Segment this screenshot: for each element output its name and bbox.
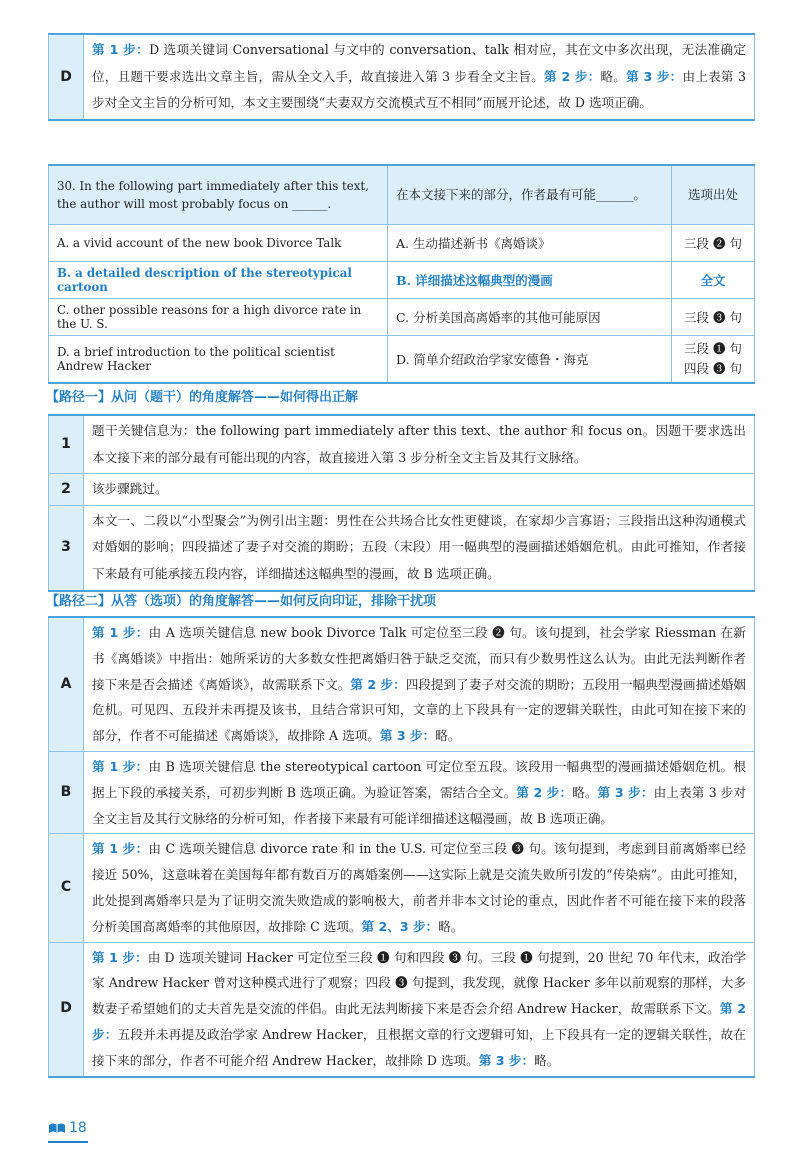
text-segment: 四段提到了妻子对交流的期盼；五段用一幅典型漫画描述婚姻危机。可见四、五段并未再提及该书，且结合常识可知，文章的上下段具有一定的逻辑关联性，由此可知在接下来的部分，作者不可能描述《离婚谈》，故排除 A 选项。 — [92, 676, 746, 744]
step-marker: 第 3 步： — [379, 728, 436, 744]
table-row — [49, 225, 755, 262]
option-en: B. a detailed description of the stereotypical cartoon — [49, 262, 388, 299]
text-segment: 略。 — [435, 728, 461, 744]
option-row — [49, 942, 755, 1076]
text-segment: 由 B 选项关键信息 the stereotypical cartoon 可定位至五段。该段用一幅典型的漫画描述婚姻危机。根据上下段的承接关系，可初步判断 B 选项正确。为验证答案，需结合全文。 — [92, 758, 746, 800]
question-table — [48, 164, 755, 384]
book-icon — [48, 1121, 66, 1135]
option-source: 全文 — [672, 262, 755, 299]
step-label: 1 — [49, 415, 84, 474]
table-header-row — [49, 165, 755, 225]
text-segment: 略。 — [438, 918, 464, 934]
option-source: 三段 ❶ 句 四段 ❸ 句 — [672, 336, 755, 384]
table-row — [49, 262, 755, 299]
step-text: 本文一、二段以“小型聚会”为例引出主题：男性在公共场合比女性更健谈，在家却少言寡语；三段指出这种沟通模式对婚姻的影响；四段描述了妻子对交流的期盼；五段（末段）用一幅典型的漫画描述婚姻危机。由此可推知，作者接下来最有可能承接五段内容，详细描述这幅典型的漫画，故 B 选项正确。 — [84, 505, 755, 590]
text-segment: 由上表第 3 步对全文主旨的分析可知，本文主要围绕“夫妻双方交流模式互不相同”而展开论述，故 D 选项正确。 — [92, 68, 746, 111]
page-number: 18 — [69, 1120, 87, 1136]
step-marker: 第 2、3 步： — [361, 918, 439, 934]
step-row — [49, 474, 755, 506]
step-text: 题干关键信息为：the following part immediately after this text、the author 和 focus on。因题干要求选出本文接下来的部分最有可能出现的内容，故直接进入第 3 步分析全文主旨及其行文脉络。 — [84, 415, 755, 474]
path2-table — [48, 616, 755, 1078]
step-label: 3 — [49, 505, 84, 590]
step-marker: 第 1 步： — [92, 949, 148, 965]
path1-title: 【路径一】从问（题干）的角度解答——如何得出正解 — [46, 390, 359, 405]
step-marker: 第 1 步： — [92, 841, 149, 857]
option-label: A — [49, 617, 84, 751]
option-label: D — [49, 942, 84, 1076]
option-zh: B. 详细描述这幅典型的漫画 — [388, 262, 672, 299]
source-header: 选项出处 — [672, 165, 755, 225]
option-analysis — [84, 617, 755, 751]
text-segment: 由 A 选项关键信息 new book Divorce Talk 可定位至三段 ❷ 句。该句提到，社会学家 Riessman 在新书《离婚谈》中指出：她所采访的大多数女性把离婚归咎于缺乏交流，而只有少数男性这么认为。由此无法判断作者接下来是否会描述《离婚谈》，故需联系下文。 — [92, 625, 746, 692]
text-segment: D 选项关键词 Conversational 与文中的 conversation、talk 相对应，其在文中多次出现，无法准确定位，且题干要求选出文章主旨，需从全文入手，故直接进入第 3 步看全文主旨。 — [92, 42, 746, 84]
option-en: C. other possible reasons for a high divorce rate in the U. S. — [49, 299, 388, 336]
option-row — [49, 617, 755, 751]
step-marker: 第 1 步： — [92, 625, 149, 640]
table-row — [49, 299, 755, 336]
option-label: C — [49, 834, 84, 942]
question-zh: 在本文接下来的部分，作者最有可能______。 — [388, 165, 672, 225]
option-row — [49, 834, 755, 942]
step-marker: 第 2 步： — [516, 784, 573, 800]
step-marker: 第 1 步： — [92, 758, 149, 774]
step-marker: 第 3 步： — [626, 68, 683, 84]
step-text: 该步骤跳过。 — [84, 474, 755, 506]
option-zh: A. 生动描述新书《离婚谈》 — [388, 225, 672, 262]
question-en: 30. In the following part immediately after this text, the author will most probably focus on ______. — [49, 165, 388, 225]
text-segment: 五段并未再提及政治学家 Andrew Hacker，且根据文章的行文逻辑可知，上下段具有一定的逻辑关联性，故在接下来的部分，作者不可能介绍 Andrew Hacker，故排除 D 选项。 — [92, 1026, 746, 1068]
table-row — [49, 336, 755, 384]
step-marker: 第 2 步： — [350, 676, 406, 692]
option-analysis — [84, 751, 755, 833]
option-source: 三段 ❷ 句 — [672, 225, 755, 262]
footer-rule — [48, 1141, 88, 1143]
step-row — [49, 505, 755, 590]
step-marker: 第 1 步： — [92, 42, 150, 57]
step-marker: 第 3 步： — [597, 784, 654, 800]
text-segment: 略。 — [534, 1052, 560, 1068]
text-segment: 略。 — [572, 784, 598, 800]
text-segment: 由上表第 3 步对全文主旨及其行文脉络的分析可知，作者接下来最有可能详细描述这幅漫画，故 B 选项正确。 — [92, 784, 747, 826]
step-row — [49, 415, 755, 474]
path1-table — [48, 414, 755, 592]
text-segment: 由 C 选项关键信息 divorce rate 和 in the U.S. 可定位至三段 ❸ 句。该句提到，考虑到目前离婚率已经接近 50%，这意味着在美国每年都有数百万的离婚案例——这实际上就是交流失败所引发的“传染病”。由此可推知，此处提到离婚率只是为了证明交流失败造成的影响极大，前者并非本文讨论的重点，因此作者不可能在接下来的段落分析美国高离婚率的其他原因，故排除 C 选项。 — [92, 841, 746, 934]
option-zh: C. 分析美国高离婚率的其他可能原因 — [388, 299, 672, 336]
option-source: 三段 ❸ 句 — [672, 299, 755, 336]
step-label: 2 — [49, 474, 84, 506]
option-row — [49, 751, 755, 833]
step-marker: 第 2 步： — [544, 68, 601, 84]
text-segment: 由 D 选项关键词 Hacker 可定位至三段 ❶ 句和四段 ❸ 句。三段 ❶ 句提到，20 世纪 70 年代末，政治学家 Andrew Hacker 曾对这种模式进行了观察；四段 ❸ 句提到，我发现，就像 Hacker 多年以前观察的那样，大多数妻子希望她们的丈夫首先是交流的伴侣。由此无法判断接下来是否会介绍 Andrew Hacker，故需联系下文。 — [92, 949, 746, 1017]
step-marker: 第 2 步： — [92, 1001, 746, 1042]
option-analysis — [84, 942, 755, 1076]
option-zh: D. 简单介绍政治学家安德鲁・海克 — [388, 336, 672, 384]
option-en: D. a brief introduction to the political scientist Andrew Hacker — [49, 336, 388, 384]
option-en: A. a vivid account of the new book Divorce Talk — [49, 225, 388, 262]
step-marker: 第 3 步： — [478, 1052, 535, 1068]
page-footer — [48, 1120, 87, 1136]
analysis-text — [84, 34, 755, 120]
path2-title: 【路径二】从答（选项）的角度解答——如何反向印证，排除干扰项 — [46, 594, 437, 609]
option-label: B — [49, 751, 84, 833]
option-label: D — [49, 34, 84, 120]
text-segment: 略。 — [600, 68, 627, 84]
top-analysis-block — [48, 33, 755, 121]
option-analysis — [84, 834, 755, 942]
